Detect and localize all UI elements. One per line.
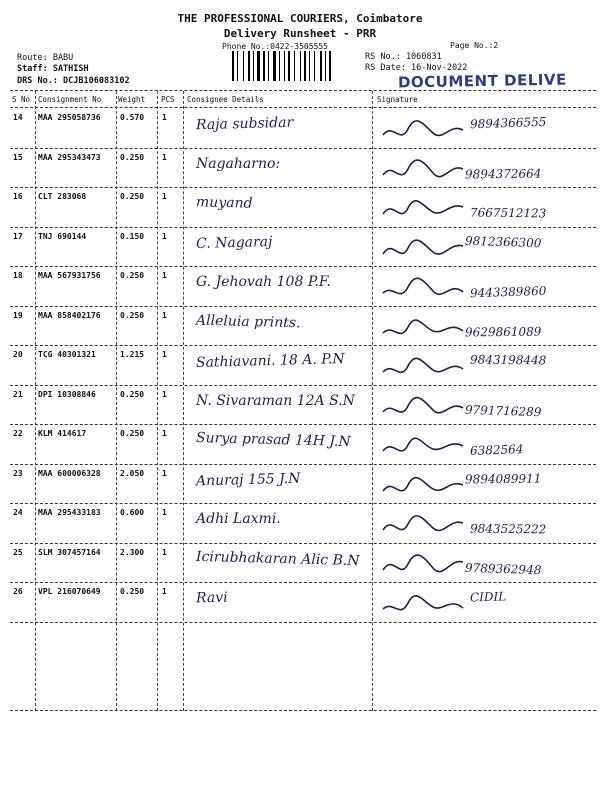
signature-scribble — [378, 155, 468, 185]
row-sno: 25 — [13, 547, 23, 557]
route: Route: BABU — [17, 53, 74, 63]
consignee-handwritten: Icirubhakaran Alic B.N — [195, 548, 360, 569]
row-pcs: 1 — [162, 271, 167, 280]
row-consignment: TNJ 690144 — [38, 231, 87, 241]
consignee-handwritten: Adhi Laxmi. — [196, 511, 281, 527]
table-row — [10, 110, 596, 150]
row-divider — [10, 543, 596, 544]
recipient-phone-handwritten: 9894089911 — [464, 471, 542, 486]
consignee-handwritten: N. Sivaraman 12A S.N — [196, 392, 355, 409]
row-sno: 21 — [13, 389, 23, 399]
row-pcs: 1 — [162, 429, 167, 438]
recipient-phone-handwritten: 9791716289 — [464, 402, 542, 419]
col-consignee: Consignee Details — [187, 95, 264, 104]
row-pcs: 1 — [162, 152, 167, 162]
table-row — [10, 584, 596, 624]
table-row — [10, 268, 596, 308]
signature-scribble — [378, 550, 468, 580]
drs-number: DRS No.: DCJB106083102 — [17, 76, 130, 86]
row-pcs: 1 — [162, 508, 167, 517]
row-weight: 0.250 — [120, 271, 145, 280]
signature-scribble — [378, 352, 468, 382]
row-weight: 0.250 — [120, 389, 145, 399]
row-pcs: 1 — [162, 113, 167, 122]
row-pcs: 1 — [162, 389, 167, 399]
recipient-phone-handwritten: 6382564 — [469, 442, 524, 458]
consignee-handwritten: C. Nagaraj — [195, 233, 273, 252]
signature-scribble — [378, 115, 468, 145]
row-sno: 22 — [13, 429, 23, 438]
table-row — [10, 387, 596, 427]
consignee-handwritten: G. Jehovah 108 P.F. — [196, 274, 331, 290]
row-sno: 18 — [13, 271, 23, 280]
col-sno: S No — [12, 95, 31, 104]
row-divider — [10, 503, 596, 504]
table-row — [10, 150, 596, 190]
row-pcs: 1 — [162, 547, 167, 557]
col-weight: Weight — [118, 95, 146, 104]
consignee-handwritten: Surya prasad 14H J.N — [195, 429, 351, 451]
recipient-phone-handwritten: 9629861089 — [464, 324, 542, 339]
row-pcs: 1 — [162, 192, 167, 201]
row-divider — [10, 266, 596, 267]
signature-scribble — [378, 471, 468, 501]
signature-scribble — [378, 194, 468, 224]
row-pcs: 1 — [162, 231, 167, 241]
row-sno: 26 — [13, 587, 23, 596]
row-divider — [10, 424, 596, 425]
staff: Staff: SATHISH — [17, 64, 89, 74]
signature-scribble — [378, 431, 468, 461]
consignee-handwritten: Ravi — [195, 589, 228, 607]
row-consignment: TCG 40301321 — [38, 350, 96, 359]
row-divider — [10, 582, 596, 583]
page-number: Page No.:2 — [450, 41, 499, 50]
recipient-phone-handwritten: 9894372664 — [464, 166, 542, 181]
row-weight: 0.250 — [120, 429, 145, 438]
signature-scribble — [378, 510, 468, 540]
recipient-phone-handwritten: 9843525222 — [469, 521, 547, 537]
consignee-handwritten: Sathiavani. 18 A. P.N — [195, 351, 345, 371]
signature-scribble — [378, 392, 468, 422]
row-consignment: MAA 858402176 — [38, 310, 101, 320]
row-divider — [10, 622, 596, 623]
recipient-phone-handwritten: 9443389860 — [469, 283, 547, 301]
consignee-handwritten: Nagaharno: — [196, 155, 281, 172]
table-row — [10, 505, 596, 545]
table-row — [10, 545, 596, 585]
recipient-phone-handwritten: 9894366555 — [469, 114, 547, 132]
recipient-phone-handwritten: 9812366300 — [464, 233, 542, 250]
row-weight: 1.215 — [120, 350, 145, 359]
row-pcs: 1 — [162, 587, 167, 596]
signature-scribble — [378, 234, 468, 264]
row-consignment: MAA 600006328 — [38, 468, 101, 478]
row-consignment: KLM 414617 — [38, 429, 87, 438]
row-pcs: 1 — [162, 468, 167, 478]
runsheet-title: Delivery Runsheet - PRR — [223, 27, 377, 40]
row-sno: 15 — [13, 152, 23, 162]
recipient-phone-handwritten: 9789362948 — [464, 560, 542, 577]
table-bottom-divider — [10, 710, 596, 711]
row-sno: 17 — [13, 231, 23, 241]
row-divider — [10, 385, 596, 386]
row-sno: 14 — [13, 113, 23, 122]
col-consignment: Consignment No — [38, 95, 102, 104]
consignee-handwritten: muyand — [195, 194, 253, 212]
table-row — [10, 229, 596, 269]
row-consignment: MAA 567931756 — [38, 271, 101, 280]
row-consignment: MAA 295433183 — [38, 508, 101, 517]
table-row — [10, 189, 596, 229]
col-signature: Signature — [377, 95, 418, 104]
consignee-handwritten: Alleluia prints. — [195, 312, 301, 331]
row-divider — [10, 464, 596, 465]
row-divider — [10, 227, 596, 228]
row-weight: 0.250 — [120, 310, 145, 320]
row-weight: 2.050 — [120, 468, 145, 478]
row-divider — [10, 345, 596, 346]
row-consignment: SLM 307457164 — [38, 547, 101, 557]
barcode — [232, 51, 356, 81]
row-consignment: DPI 10308846 — [38, 389, 96, 399]
row-divider — [10, 306, 596, 307]
row-divider — [10, 148, 596, 149]
table-row — [10, 426, 596, 466]
row-sno: 16 — [13, 192, 23, 201]
row-weight: 2.300 — [120, 547, 145, 557]
row-consignment: MAA 295058736 — [38, 113, 101, 122]
row-sno: 24 — [13, 508, 23, 517]
row-weight: 0.250 — [120, 192, 145, 201]
signature-scribble — [378, 589, 468, 619]
row-consignment: CLT 283068 — [38, 192, 87, 201]
delivered-stamp: DOCUMENT DELIVE — [397, 70, 567, 92]
table-row — [10, 466, 596, 506]
col-pcs: PCS — [161, 95, 175, 104]
table-row — [10, 308, 596, 348]
row-divider — [10, 187, 596, 188]
consignee-handwritten: Anuraj 155 J.N — [195, 470, 301, 489]
row-consignment: VPL 216070649 — [38, 587, 101, 596]
recipient-phone-handwritten: 7667512123 — [469, 205, 547, 221]
phone-number: Phone No.:0422-3505555 — [222, 42, 328, 51]
row-pcs: 1 — [162, 310, 167, 320]
rs-date: RS Date: 16-Nov-2022 — [365, 63, 468, 73]
row-consignment: MAA 295343473 — [38, 152, 101, 162]
row-sno: 19 — [13, 310, 23, 320]
row-pcs: 1 — [162, 350, 167, 359]
company-title: THE PROFESSIONAL COURIERS, Coimbatore — [177, 12, 423, 25]
recipient-phone-handwritten: CIDIL — [469, 589, 507, 605]
row-sno: 20 — [13, 350, 23, 359]
rs-number: RS No.: 1060831 — [365, 52, 442, 62]
row-weight: 0.150 — [120, 231, 145, 241]
row-weight: 0.570 — [120, 113, 145, 122]
row-weight: 0.250 — [120, 587, 145, 596]
consignee-handwritten: Raja subsidar — [195, 114, 294, 134]
header-divider-top — [10, 90, 596, 91]
recipient-phone-handwritten: 9843198448 — [469, 352, 547, 368]
row-weight: 0.250 — [120, 152, 145, 162]
signature-scribble — [378, 273, 468, 303]
table-row — [10, 347, 596, 387]
signature-scribble — [378, 313, 468, 343]
row-weight: 0.600 — [120, 508, 145, 517]
header-divider-bottom — [10, 107, 596, 108]
row-sno: 23 — [13, 468, 23, 478]
